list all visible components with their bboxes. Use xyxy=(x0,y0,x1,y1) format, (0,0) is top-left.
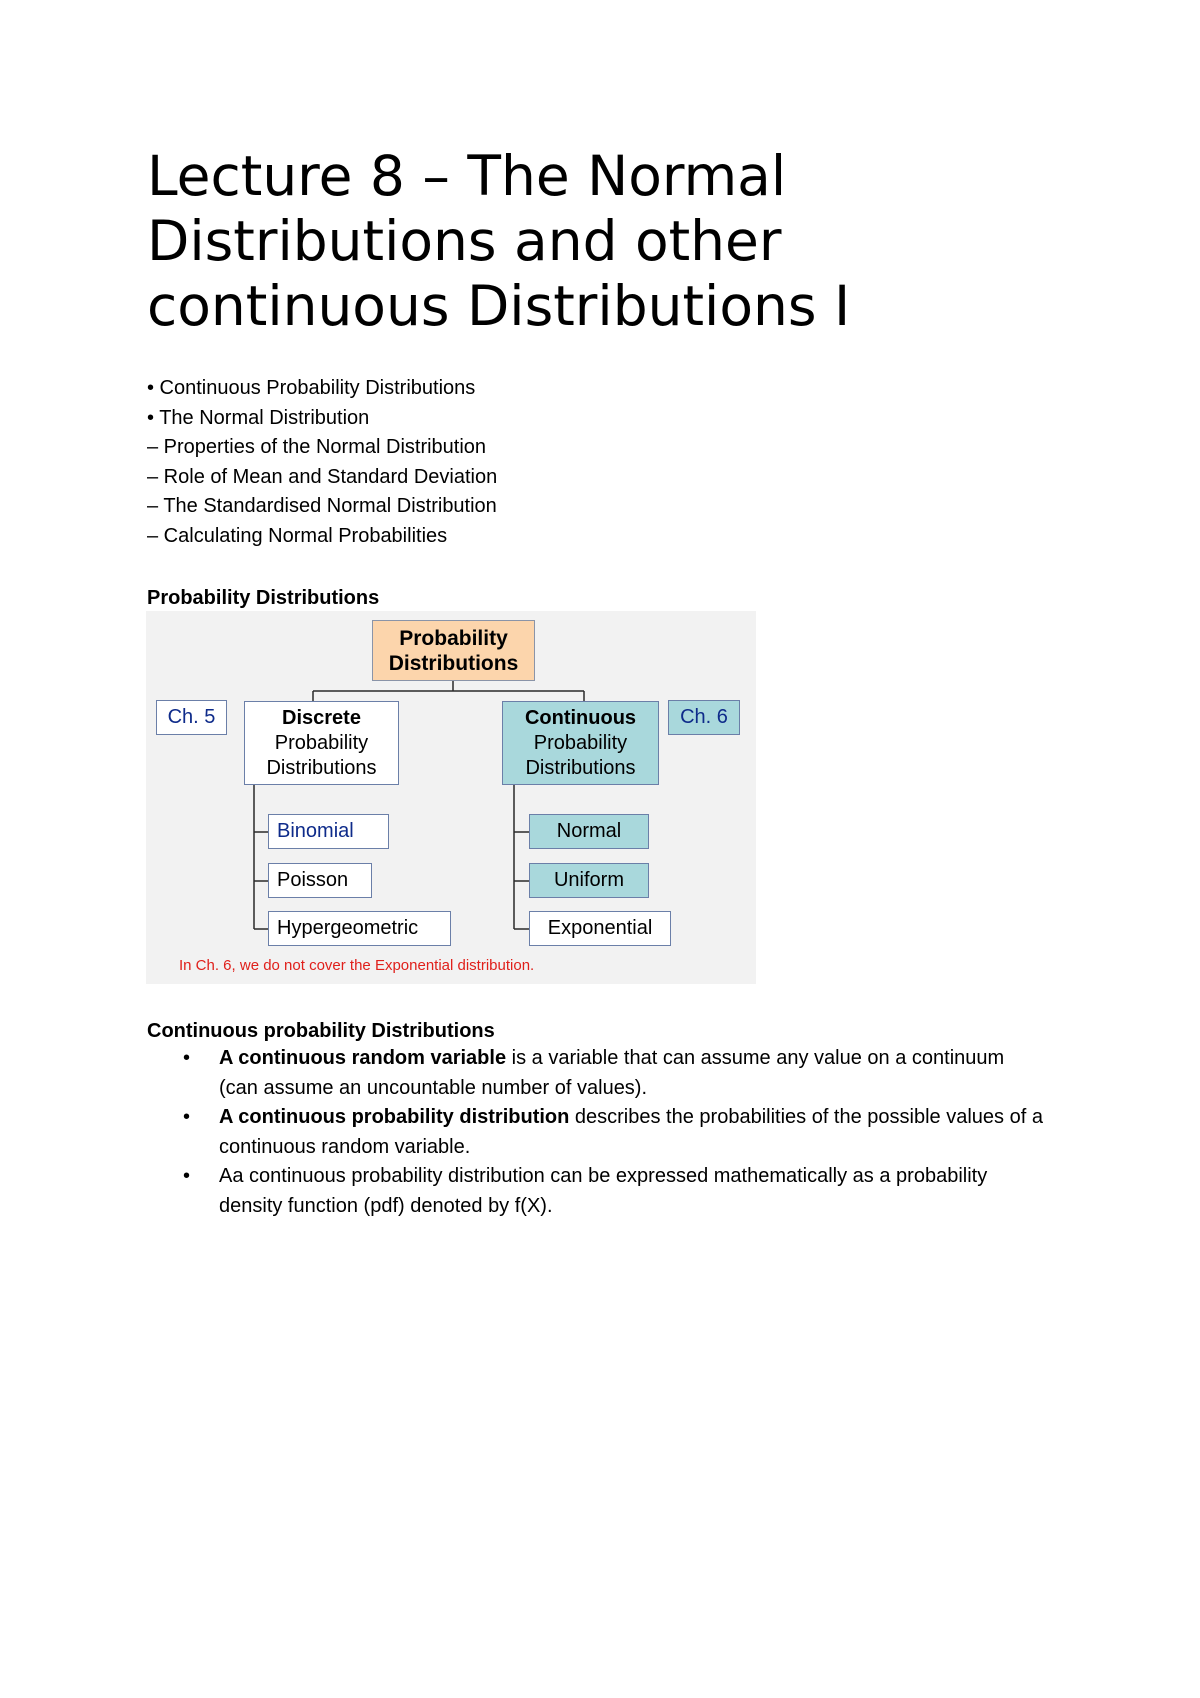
bullet-bold-term: A continuous random variable xyxy=(219,1047,507,1069)
discrete-node xyxy=(244,701,399,785)
outline-item: • The Normal Distribution xyxy=(147,406,370,429)
bullet-text: is a variable that can assume any value on a continuum (can assume an uncountable number of values). xyxy=(219,1047,1005,1099)
root-node-line: Probability xyxy=(399,626,508,650)
section-heading-continuous-distributions: Continuous probability Distributions xyxy=(147,1020,495,1042)
discrete-node-line: Distributions xyxy=(266,756,377,779)
discrete-node-title: Discrete xyxy=(282,706,361,729)
leaf-exponential: Exponential xyxy=(529,911,671,946)
outline-item: – The Standardised Normal Distribution xyxy=(147,495,497,517)
probability-distributions-diagram xyxy=(146,611,756,984)
bullet-dot: • xyxy=(183,1165,191,1187)
continuous-node-line: Distributions xyxy=(525,756,636,779)
outline-item: – Calculating Normal Probabilities xyxy=(147,524,448,547)
discrete-node-line: Probability xyxy=(274,731,369,754)
outline-item: – Role of Mean and Standard Deviation xyxy=(147,465,498,488)
bullet-text: describes the probabilities of the possible values of a continuous random variable. xyxy=(219,1106,1043,1158)
title-line: Lecture 8 – The Normal xyxy=(147,144,787,208)
lecture-title xyxy=(147,144,1047,339)
root-node-line: Distributions xyxy=(388,651,519,675)
title-line: Distributions and other xyxy=(147,209,782,273)
bullet-item xyxy=(147,1103,1047,1162)
lecture-outline xyxy=(147,374,497,551)
bullet-dot: • xyxy=(183,1106,191,1128)
continuous-distribution-bullets xyxy=(147,1044,1047,1221)
outline-item: – Properties of the Normal Distribution xyxy=(147,436,487,458)
chapter-6-tag: Ch. 6 xyxy=(668,700,740,735)
leaf-poisson: Poisson xyxy=(268,863,372,898)
leaf-binomial: Binomial xyxy=(268,814,389,849)
bullet-item xyxy=(147,1162,1047,1221)
bullet-text: Aa continuous probability distribution can be expressed mathematically as a probability density function (pdf) denoted by f(X). xyxy=(219,1165,988,1217)
outline-item: • Continuous Probability Distributions xyxy=(147,377,476,399)
chapter-5-tag: Ch. 5 xyxy=(156,700,227,735)
title-line: continuous Distributions I xyxy=(147,274,851,338)
continuous-node xyxy=(502,701,659,785)
section-heading-probability-distributions: Probability Distributions xyxy=(147,587,380,609)
leaf-hypergeometric: Hypergeometric xyxy=(268,911,451,946)
leaf-uniform: Uniform xyxy=(529,863,649,898)
bullet-bold-term: A continuous probability distribution xyxy=(219,1106,570,1128)
continuous-node-title: Continuous xyxy=(524,706,637,729)
continuous-node-line: Probability xyxy=(533,731,628,754)
bullet-item xyxy=(147,1044,1047,1103)
bullet-dot: • xyxy=(183,1047,191,1069)
diagram-note: In Ch. 6, we do not cover the Exponential distribution. xyxy=(179,957,535,974)
root-node-probability-distributions xyxy=(372,620,535,681)
leaf-normal: Normal xyxy=(529,814,649,849)
